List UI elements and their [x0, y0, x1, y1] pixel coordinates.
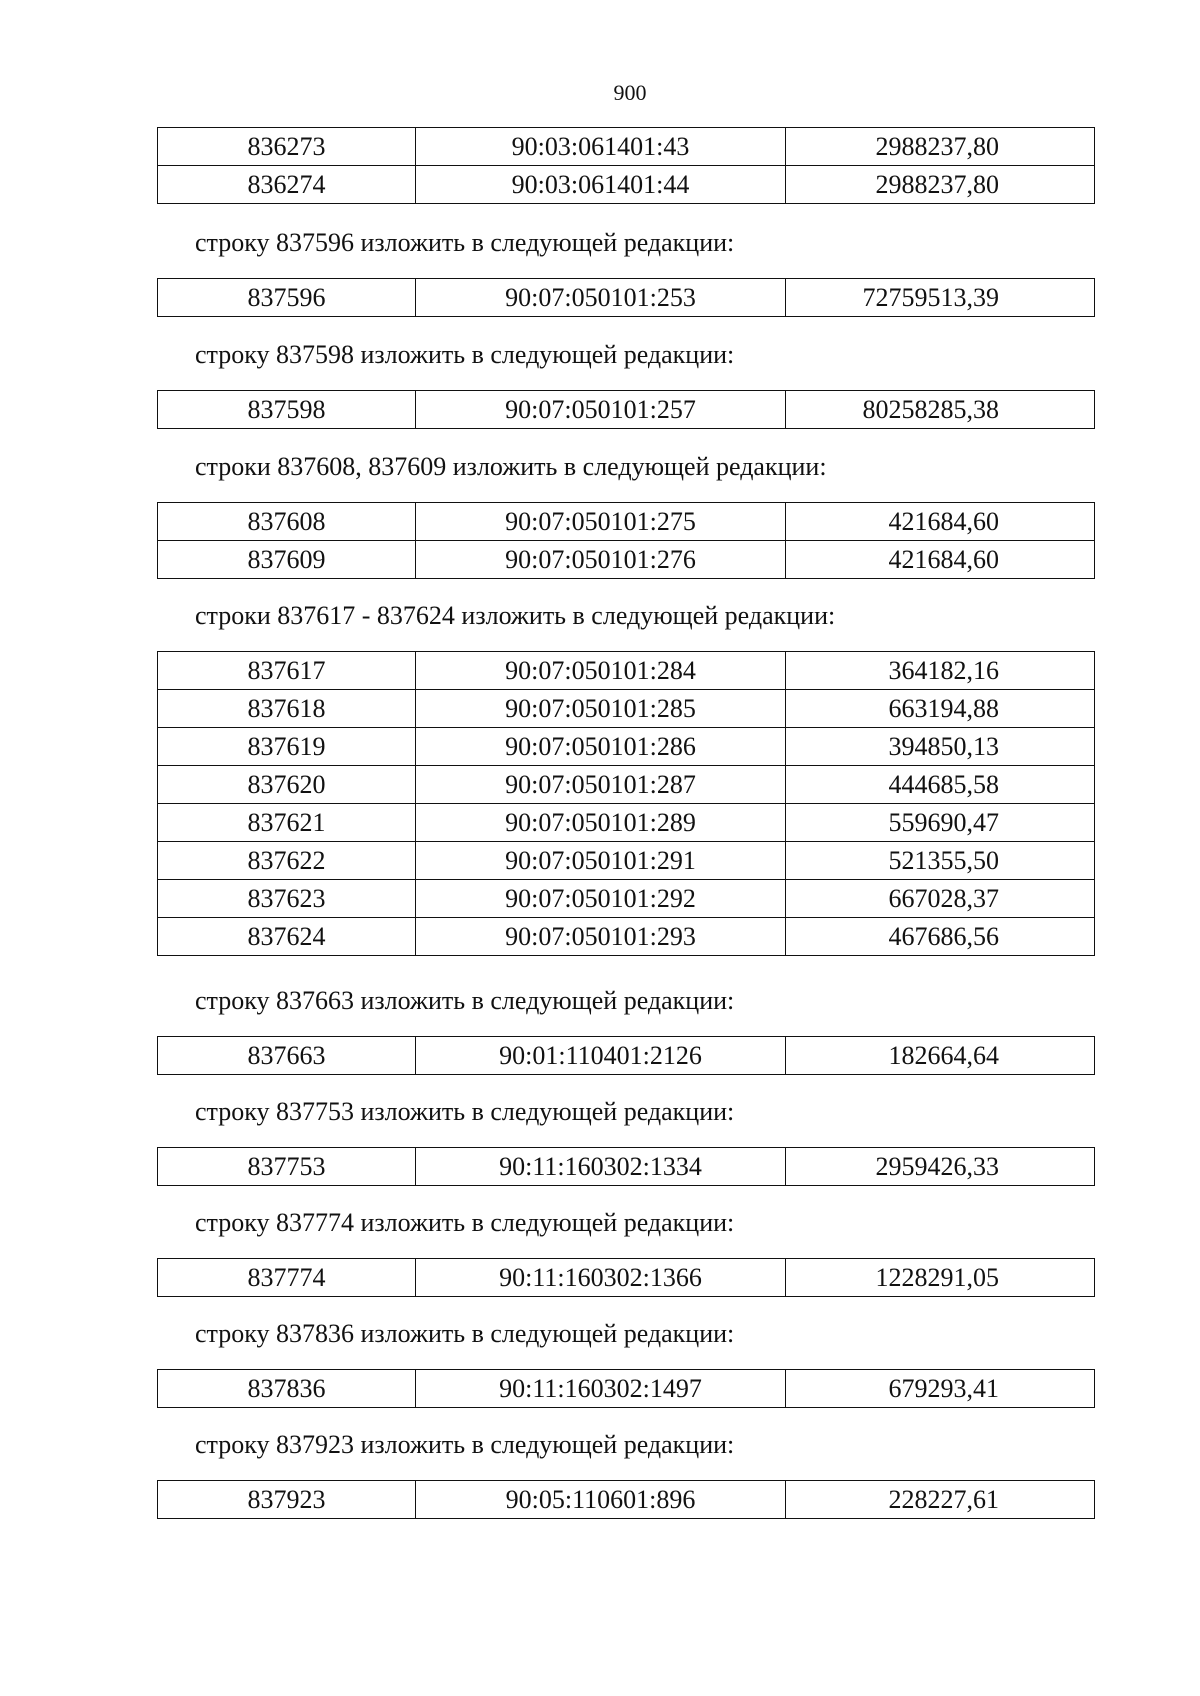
- value-cell: 2988237,80: [786, 128, 1095, 166]
- row-number-cell: 837836: [158, 1370, 416, 1408]
- data-table: [157, 1036, 1095, 1075]
- data-table: [157, 1147, 1095, 1186]
- cadastral-number-cell: 90:07:050101:257: [416, 391, 786, 429]
- cadastral-number-cell: 90:01:110401:2126: [416, 1037, 786, 1075]
- table-row: [158, 842, 1095, 880]
- value-cell: 182664,64: [786, 1037, 1095, 1075]
- value-cell: 559690,47: [786, 804, 1095, 842]
- row-number-cell: 837753: [158, 1148, 416, 1186]
- value-cell: 444685,58: [786, 766, 1095, 804]
- data-table: [157, 502, 1095, 579]
- data-table: [157, 651, 1095, 956]
- row-number-cell: 837622: [158, 842, 416, 880]
- row-number-cell: 837621: [158, 804, 416, 842]
- table-row: [158, 1259, 1095, 1297]
- instruction-text: строку 837663 изложить в следующей редакции:: [195, 986, 735, 1015]
- table-row: [158, 880, 1095, 918]
- row-number-cell: 837619: [158, 728, 416, 766]
- data-table: [157, 1258, 1095, 1297]
- value-cell: 2959426,33: [786, 1148, 1095, 1186]
- instruction-text: строку 837836 изложить в следующей редакции:: [195, 1319, 735, 1348]
- value-cell: 667028,37: [786, 880, 1095, 918]
- cadastral-number-cell: 90:07:050101:275: [416, 503, 786, 541]
- value-cell: 421684,60: [786, 541, 1095, 579]
- value-cell: 80258285,38: [786, 391, 1095, 429]
- table-row: [158, 690, 1095, 728]
- table-row: [158, 541, 1095, 579]
- data-table: [157, 1369, 1095, 1408]
- value-cell: 421684,60: [786, 503, 1095, 541]
- cadastral-number-cell: 90:07:050101:284: [416, 652, 786, 690]
- table-row: [158, 1481, 1095, 1519]
- table-row: [158, 279, 1095, 317]
- row-number-cell: 837923: [158, 1481, 416, 1519]
- instruction-text: строку 837774 изложить в следующей редакции:: [195, 1208, 735, 1237]
- page-number: 900: [613, 80, 647, 105]
- instruction-text: строки 837617 - 837624 изложить в следующей редакции:: [195, 601, 836, 630]
- table-row: [158, 804, 1095, 842]
- table-row: [158, 1148, 1095, 1186]
- data-table: [157, 1480, 1095, 1519]
- cadastral-number-cell: 90:07:050101:291: [416, 842, 786, 880]
- cadastral-number-cell: 90:11:160302:1366: [416, 1259, 786, 1297]
- row-number-cell: 837617: [158, 652, 416, 690]
- row-number-cell: 837608: [158, 503, 416, 541]
- cadastral-number-cell: 90:07:050101:286: [416, 728, 786, 766]
- row-number-cell: 837620: [158, 766, 416, 804]
- table-row: [158, 918, 1095, 956]
- cadastral-number-cell: 90:11:160302:1497: [416, 1370, 786, 1408]
- table-row: [158, 128, 1095, 166]
- row-number-cell: 837663: [158, 1037, 416, 1075]
- cadastral-number-cell: 90:07:050101:253: [416, 279, 786, 317]
- row-number-cell: 836273: [158, 128, 416, 166]
- row-number-cell: 837774: [158, 1259, 416, 1297]
- table-row: [158, 166, 1095, 204]
- row-number-cell: 836274: [158, 166, 416, 204]
- value-cell: 364182,16: [786, 652, 1095, 690]
- value-cell: 228227,61: [786, 1481, 1095, 1519]
- instruction-text: строку 837923 изложить в следующей редакции:: [195, 1430, 735, 1459]
- data-table: [157, 127, 1095, 204]
- row-number-cell: 837623: [158, 880, 416, 918]
- value-cell: 394850,13: [786, 728, 1095, 766]
- row-number-cell: 837598: [158, 391, 416, 429]
- data-table: [157, 390, 1095, 429]
- instruction-text: строку 837753 изложить в следующей редакции:: [195, 1097, 735, 1126]
- row-number-cell: 837618: [158, 690, 416, 728]
- row-number-cell: 837596: [158, 279, 416, 317]
- cadastral-number-cell: 90:11:160302:1334: [416, 1148, 786, 1186]
- cadastral-number-cell: 90:05:110601:896: [416, 1481, 786, 1519]
- table-row: [158, 503, 1095, 541]
- value-cell: 679293,41: [786, 1370, 1095, 1408]
- instruction-text: строки 837608, 837609 изложить в следующей редакции:: [195, 452, 827, 481]
- value-cell: 467686,56: [786, 918, 1095, 956]
- value-cell: 72759513,39: [786, 279, 1095, 317]
- cadastral-number-cell: 90:03:061401:44: [416, 166, 786, 204]
- cadastral-number-cell: 90:07:050101:276: [416, 541, 786, 579]
- table-row: [158, 391, 1095, 429]
- cadastral-number-cell: 90:07:050101:289: [416, 804, 786, 842]
- value-cell: 1228291,05: [786, 1259, 1095, 1297]
- cadastral-number-cell: 90:07:050101:287: [416, 766, 786, 804]
- value-cell: 2988237,80: [786, 166, 1095, 204]
- cadastral-number-cell: 90:07:050101:292: [416, 880, 786, 918]
- table-row: [158, 728, 1095, 766]
- table-row: [158, 766, 1095, 804]
- table-row: [158, 1037, 1095, 1075]
- row-number-cell: 837624: [158, 918, 416, 956]
- cadastral-number-cell: 90:07:050101:285: [416, 690, 786, 728]
- cadastral-number-cell: 90:07:050101:293: [416, 918, 786, 956]
- cadastral-number-cell: 90:03:061401:43: [416, 128, 786, 166]
- table-row: [158, 1370, 1095, 1408]
- value-cell: 521355,50: [786, 842, 1095, 880]
- table-row: [158, 652, 1095, 690]
- row-number-cell: 837609: [158, 541, 416, 579]
- value-cell: 663194,88: [786, 690, 1095, 728]
- instruction-text: строку 837598 изложить в следующей редакции:: [195, 340, 735, 369]
- data-table: [157, 278, 1095, 317]
- instruction-text: строку 837596 изложить в следующей редакции:: [195, 228, 735, 257]
